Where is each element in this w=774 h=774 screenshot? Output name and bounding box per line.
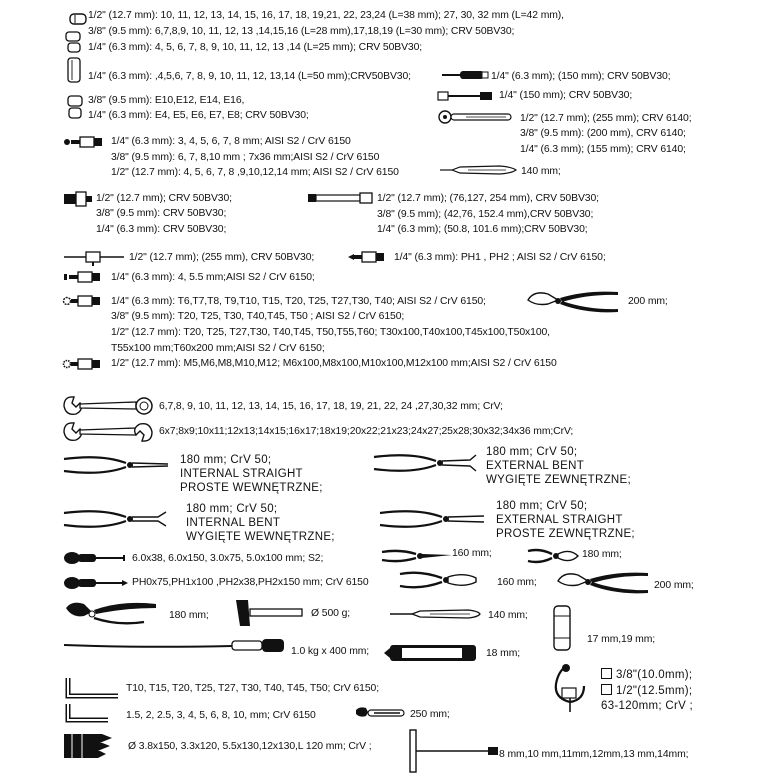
phillips-screwdriver-icon xyxy=(62,573,132,593)
slotted-screwdriver-icon xyxy=(62,548,132,568)
deep-sockets-line-2: 3/8" (9.5 mm): 6,7,8,9, 10, 11, 12, 13 ,14,15,16 (L=28 mm),17,18,19 (L=30 mm); CRV 50BV30; xyxy=(88,26,515,37)
deep-sockets-line-3: 1/4" (6.3 mm): 4, 5, 6, 7, 8, 9, 10, 11, 12, 13 ,14 (L=25 mm); CRV 50BV30; xyxy=(88,42,423,53)
punches-text: Ø 3.8x150, 3.3x120, 5.5x130,12x130,L 120 mm; CrV ; xyxy=(128,741,372,752)
torx-bits-line-3: 1/2" (12.7 mm): T20, T25, T27,T30, T40,T45, T50,T55,T60; T30x100,T40x100,T45x100,T50x100, xyxy=(111,327,550,338)
ratchets-line-3: 1/4" (6.3 mm); (155 mm); CRV 6140; xyxy=(520,144,686,155)
deep-sockets-line-1: 1/2" (12.7 mm): 10, 11, 12, 13, 14, 15, 16, 17, 18, 19,21, 22, 23,24 (L=38 mm); 27, 30, 32 mm (L=42 mm), xyxy=(88,10,564,21)
pickup-tool-text: 1.0 kg x 400 mm; xyxy=(291,646,370,657)
circlip-ext-straight-line-1: 180 mm; CrV 50; xyxy=(496,500,588,512)
circlip-pliers-external-bent-icon xyxy=(372,450,480,476)
open-end-wrench-icon xyxy=(60,420,156,444)
torx-keys-text: T10, T15, T20, T25, T27, T30, T40, T45, T50; CrV 6150; xyxy=(126,683,379,694)
hex-keys-text: 1.5, 2, 2.5, 3, 4, 5, 6, 8, 10, mm; CrV 6150 xyxy=(126,710,316,721)
screwdriver-handle-text: 1/4" (6.3 mm); (150 mm); CRV 50BV30; xyxy=(491,71,671,82)
open-end-wrenches-text: 6x7;8x9;10x11;12x13;14x15;16x17;18x19;20x22;21x23;24x27;25x28;30x32;34x36 mm;CrV; xyxy=(159,426,574,437)
universal-joints-line-3: 1/4" (6.3 mm): CRV 50BV30; xyxy=(96,224,227,235)
phillips-bits-text: 1/4" (6.3 mm): PH1 , PH2 ; AISI S2 / CrV 6150; xyxy=(394,252,606,263)
oil-filter-wrench-size-1: 3/8"(10.0mm); xyxy=(616,669,693,681)
hex-key-icon xyxy=(62,702,112,728)
hammer-icon xyxy=(232,598,308,628)
locking-pliers-icon xyxy=(62,598,160,630)
ratchets-line-2: 3/8" (9.5 mm): (200 mm), CRV 6140; xyxy=(520,128,686,139)
adjustable-wrench-text: 250 mm; xyxy=(410,709,450,720)
hex-bit-socket-icon xyxy=(62,136,110,148)
sliding-tbar-text: 1/4" (150 mm); CRV 50BV30; xyxy=(499,90,633,101)
circlip-int-straight-line-1: 180 mm; CrV 50; xyxy=(180,454,272,466)
pickup-tool-icon xyxy=(62,634,290,656)
hammer-text: Ø 500 g; xyxy=(311,608,351,619)
torx-bits-line-4: T55x100 mm;T60x200 mm;AISI S2 / CrV 6150; xyxy=(111,343,325,354)
utility-knife-icon xyxy=(388,640,480,666)
extensions-line-2: 3/8" (9.5 mm); (42,76, 152.4 mm),CRV 50BV30; xyxy=(377,209,594,220)
oil-filter-wrench-line-2 xyxy=(601,684,692,698)
circlip-ext-bent-line-2: EXTERNAL BENT xyxy=(486,460,585,472)
long-socket-icon xyxy=(66,56,86,86)
e-sockets-line-1: 3/8" (9.5 mm): E10,E12, E14, E16, xyxy=(88,95,245,106)
circlip-pliers-internal-straight-icon xyxy=(62,452,170,478)
circlip-int-straight-line-3: PROSTE WEWNĘTRZNE; xyxy=(180,482,323,494)
hex-bits-line-1: 1/4" (6.3 mm): 3, 4, 5, 6, 7, 8 mm; AISI S2 / CrV 6150 xyxy=(111,136,351,147)
hex-bits-line-3: 1/2" (12.7 mm): 4, 5, 6, 7, 8 ,9,10,12,14 mm; AISI S2 / CrV 6150 xyxy=(111,167,399,178)
universal-joint-icon xyxy=(62,190,96,208)
e-sockets-line-2: 1/4" (6.3 mm): E4, E5, E6, E7, E8; CRV 50BV30; xyxy=(88,110,309,121)
slot-bits-text: 1/4" (6.3 mm): 4, 5.5 mm;AISI S2 / CrV 6150; xyxy=(111,272,315,283)
locking-pliers-text: 180 mm; xyxy=(169,610,209,621)
phillips-bit-icon xyxy=(346,250,392,264)
ratchets-line-1: 1/2" (12.7 mm); (255 mm); CRV 6140; xyxy=(520,113,692,124)
circlip-int-bent-line-3: WYGIĘTE WEWNĘTRZNE; xyxy=(186,531,335,543)
combination-pliers-text: 160 mm; xyxy=(497,577,537,588)
extension-bar-icon xyxy=(306,191,376,205)
oil-filter-wrench-icon xyxy=(540,662,594,716)
circlip-pliers-external-straight-icon xyxy=(378,506,486,532)
slotted-screwdrivers-text: 6.0x38, 6.0x150, 3.0x75, 5.0x100 mm; S2; xyxy=(132,553,324,564)
circlip-ext-straight-line-3: PROSTE ZEWNĘTRZNE; xyxy=(496,528,635,540)
torx-bits-line-2: 3/8" (9.5 mm): T20, T25, T30, T40,T45, T50 ; AISI S2 / CrV 6150; xyxy=(111,311,405,322)
checkbox-icon xyxy=(601,668,612,679)
slip-joint-pliers-large-icon xyxy=(554,567,654,601)
ratchet-icon xyxy=(436,109,520,125)
diagonal-cutters-text: 180 mm; xyxy=(582,549,622,560)
t-bar-hex-wrench-icon xyxy=(408,728,500,774)
circlip-ext-straight-line-2: EXTERNAL STRAIGHT xyxy=(496,514,623,526)
torx-bits-line-1: 1/4" (6.3 mm): T6,T7,T8, T9,T10, T15, T20, T25, T27,T30, T40; AISI S2 / CrV 6150; xyxy=(111,296,486,307)
slot-bit-icon xyxy=(62,270,110,284)
voltage-tester-text: 140 mm; xyxy=(488,610,528,621)
oil-filter-wrench-size-2: 1/2"(12.5mm); xyxy=(616,685,693,697)
screwdriver-handle-icon xyxy=(440,69,492,81)
hex-bits-line-2: 3/8" (9.5 mm): 6, 7, 8,10 mm ; 7x36 mm;AISI S2 / CrV 6150 xyxy=(111,152,380,163)
combination-pliers-icon xyxy=(398,568,494,592)
long-nose-pliers-icon xyxy=(380,547,456,565)
spark-plug-socket-icon xyxy=(550,604,576,652)
extensions-line-3: 1/4" (6.3 mm); (50.8, 101.6 mm);CRV 50BV30; xyxy=(377,224,588,235)
t-bar-icon xyxy=(62,248,128,266)
long-nose-pliers-text: 160 mm; xyxy=(452,548,492,559)
spline-bits-text: 1/2" (12.7 mm): M5,M6,M8,M10,M12; M6x100,M8x100,M10x100,M12x100 mm;AISI S2 / CrV 6150 xyxy=(111,358,557,369)
t-bar-text: 1/2" (12.7 mm); (255 mm), CRV 50BV30; xyxy=(129,252,315,263)
circlip-pliers-internal-bent-icon xyxy=(62,506,170,532)
slip-joint-pliers-icon xyxy=(524,286,624,320)
spline-bit-icon xyxy=(62,357,110,371)
spinner-icon xyxy=(440,164,522,176)
oil-filter-wrench-line-3: 63-120mm; CrV ; xyxy=(601,700,694,712)
voltage-tester-icon xyxy=(390,608,484,620)
combination-wrenches-text: 6,7,8, 9, 10, 11, 12, 13, 14, 15, 16, 17, 18, 19, 21, 22, 24 ,27,30,32 mm; CrV; xyxy=(159,401,503,412)
utility-knife-text: 18 mm; xyxy=(486,648,521,659)
oil-filter-wrench-line-1 xyxy=(601,668,692,682)
circlip-ext-bent-line-1: 180 mm; CrV 50; xyxy=(486,446,578,458)
checkbox-icon xyxy=(601,684,612,695)
circlip-int-bent-line-2: INTERNAL BENT xyxy=(186,517,281,529)
e-socket-icon xyxy=(64,94,86,122)
extensions-line-1: 1/2" (12.7 mm); (76,127, 254 mm), CRV 50BV30; xyxy=(377,193,599,204)
torx-bit-icon xyxy=(62,294,110,308)
spinner-text: 140 mm; xyxy=(521,166,561,177)
phillips-screwdrivers-text: PH0x75,PH1x100 ,PH2x38,PH2x150 mm; CrV 6150 xyxy=(132,577,369,588)
circlip-ext-bent-line-3: WYGIĘTE ZEWNĘTRZNE; xyxy=(486,474,631,486)
slip-joint-pliers-top-text: 200 mm; xyxy=(628,296,668,307)
circlip-int-straight-line-2: INTERNAL STRAIGHT xyxy=(180,468,303,480)
circlip-int-bent-line-1: 180 mm; CrV 50; xyxy=(186,503,278,515)
torx-key-icon xyxy=(62,676,122,702)
slip-joint-pliers-text: 200 mm; xyxy=(654,580,694,591)
sliding-tbar-icon xyxy=(436,89,496,103)
t-bar-hex-text: 8 mm,10 mm,11mm,12mm,13 mm,14mm; xyxy=(499,749,689,760)
long-sockets-line-1: 1/4" (6.3 mm): ,4,5,6, 7, 8, 9, 10, 11, 12, 13,14 (L=50 mm);CRV50BV30; xyxy=(88,71,411,82)
universal-joints-line-2: 3/8" (9.5 mm): CRV 50BV30; xyxy=(96,208,227,219)
punch-set-icon xyxy=(62,730,118,764)
spark-plug-sockets-text: 17 mm,19 mm; xyxy=(587,634,656,645)
adjustable-wrench-icon xyxy=(354,704,410,722)
universal-joints-line-1: 1/2" (12.7 mm); CRV 50BV30; xyxy=(96,193,232,204)
diagonal-cutters-icon xyxy=(526,546,584,566)
combination-wrench-icon xyxy=(60,394,156,418)
